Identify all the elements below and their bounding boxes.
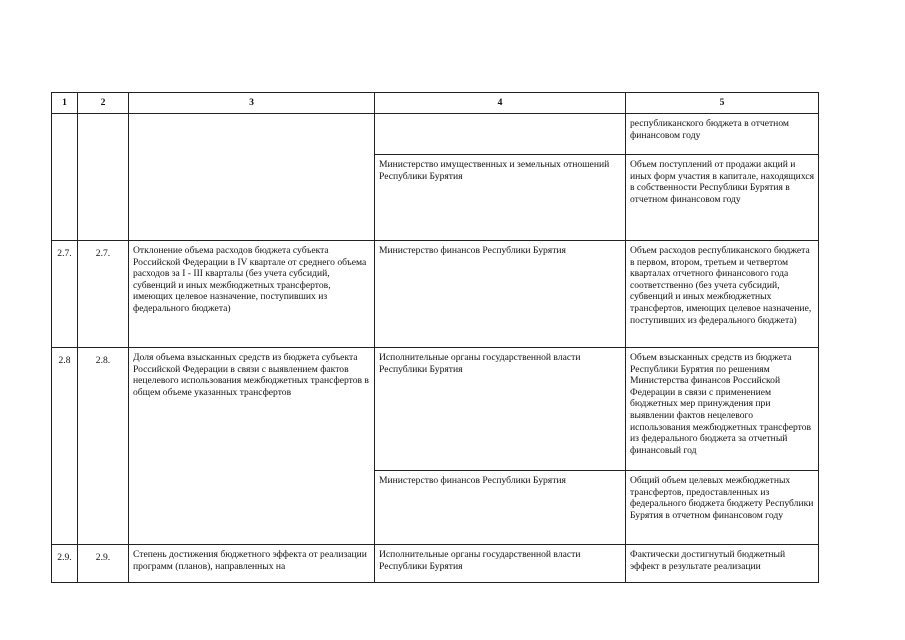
table-row <box>52 241 819 348</box>
cell-source-empty <box>375 114 626 155</box>
cell-indicator-2-7: Отклонение объема расходов бюджета субъекта Российской Федерации в IV квартале от среднего объема расходов за I - III кварталы (без учета субсидий, субвенций и иных межбюджетных трансфертов, имеющих целевое назначение, поступивших из федерального бюджета) <box>129 241 375 348</box>
header-col-5: 5 <box>626 93 819 114</box>
header-col-4: 4 <box>375 93 626 114</box>
cell-source-ministry-property: Министерство имущественных и земельных отношений Республики Бурятия <box>375 155 626 241</box>
cell-col3-continued <box>129 114 375 241</box>
cell-indicator-2-9: Степень достижения бюджетного эффекта от реализации программ (планов), направленных на <box>129 545 375 583</box>
table-row <box>52 348 819 471</box>
cell-number-2-9-a: 2.9. <box>52 545 78 583</box>
cell-source-2-8-finance: Министерство финансов Республики Бурятия <box>375 471 626 545</box>
table-row <box>52 545 819 583</box>
header-col-2: 2 <box>78 93 129 114</box>
indicators-table <box>51 92 819 583</box>
cell-source-2-8-executive: Исполнительные органы государственной власти Республики Бурятия <box>375 348 626 471</box>
cell-data-share-sales: Объем поступлений от продажи акций и иных форм участия в капитале, находящихся в собственности Республики Бурятия в отчетном финансовом году <box>626 155 819 241</box>
cell-number-2-8-b: 2.8. <box>78 348 129 545</box>
cell-source-2-7: Министерство финансов Республики Бурятия <box>375 241 626 348</box>
cell-data-2-8-recovered: Объем взысканных средств из бюджета Республики Бурятия по решениям Министерства финансов Российской Федерации в связи с применением бюджетных мер принуждения при выявлении фактов нецелевого использования межбюджетных трансфертов из федерального бюджета за отчетный финансовый год <box>626 348 819 471</box>
table-header-row <box>52 93 819 114</box>
cell-source-2-9: Исполнительные органы государственной власти Республики Бурятия <box>375 545 626 583</box>
header-col-3: 3 <box>129 93 375 114</box>
cell-data-2-8-total: Общий объем целевых межбюджетных трансфертов, предоставленных из федерального бюджета бюджету Республики Бурятия в отчетном финансовом году <box>626 471 819 545</box>
cell-col1-continued <box>52 114 78 241</box>
cell-col2-continued <box>78 114 129 241</box>
cell-data-2-9: Фактически достигнутый бюджетный эффект в результате реализации <box>626 545 819 583</box>
cell-number-2-7-b: 2.7. <box>78 241 129 348</box>
cell-number-2-7-a: 2.7. <box>52 241 78 348</box>
table-row <box>52 114 819 155</box>
cell-indicator-2-8: Доля объема взысканных средств из бюджета субъекта Российской Федерации в связи с выявлением фактов нецелевого использования межбюджетных трансфертов в общем объеме указанных трансфертов <box>129 348 375 545</box>
cell-number-2-9-b: 2.9. <box>78 545 129 583</box>
cell-data-2-7: Объем расходов республиканского бюджета в первом, втором, третьем и четвертом кварталах отчетного финансового года соответственно (без учета субсидий, субвенций и иных межбюджетных трансфертов, имеющих целевое назначение, поступивших из федерального бюджета) <box>626 241 819 348</box>
cell-data-continued: республиканского бюджета в отчетном финансовом году <box>626 114 819 155</box>
cell-number-2-8-a: 2.8 <box>52 348 78 545</box>
header-col-1: 1 <box>52 93 78 114</box>
